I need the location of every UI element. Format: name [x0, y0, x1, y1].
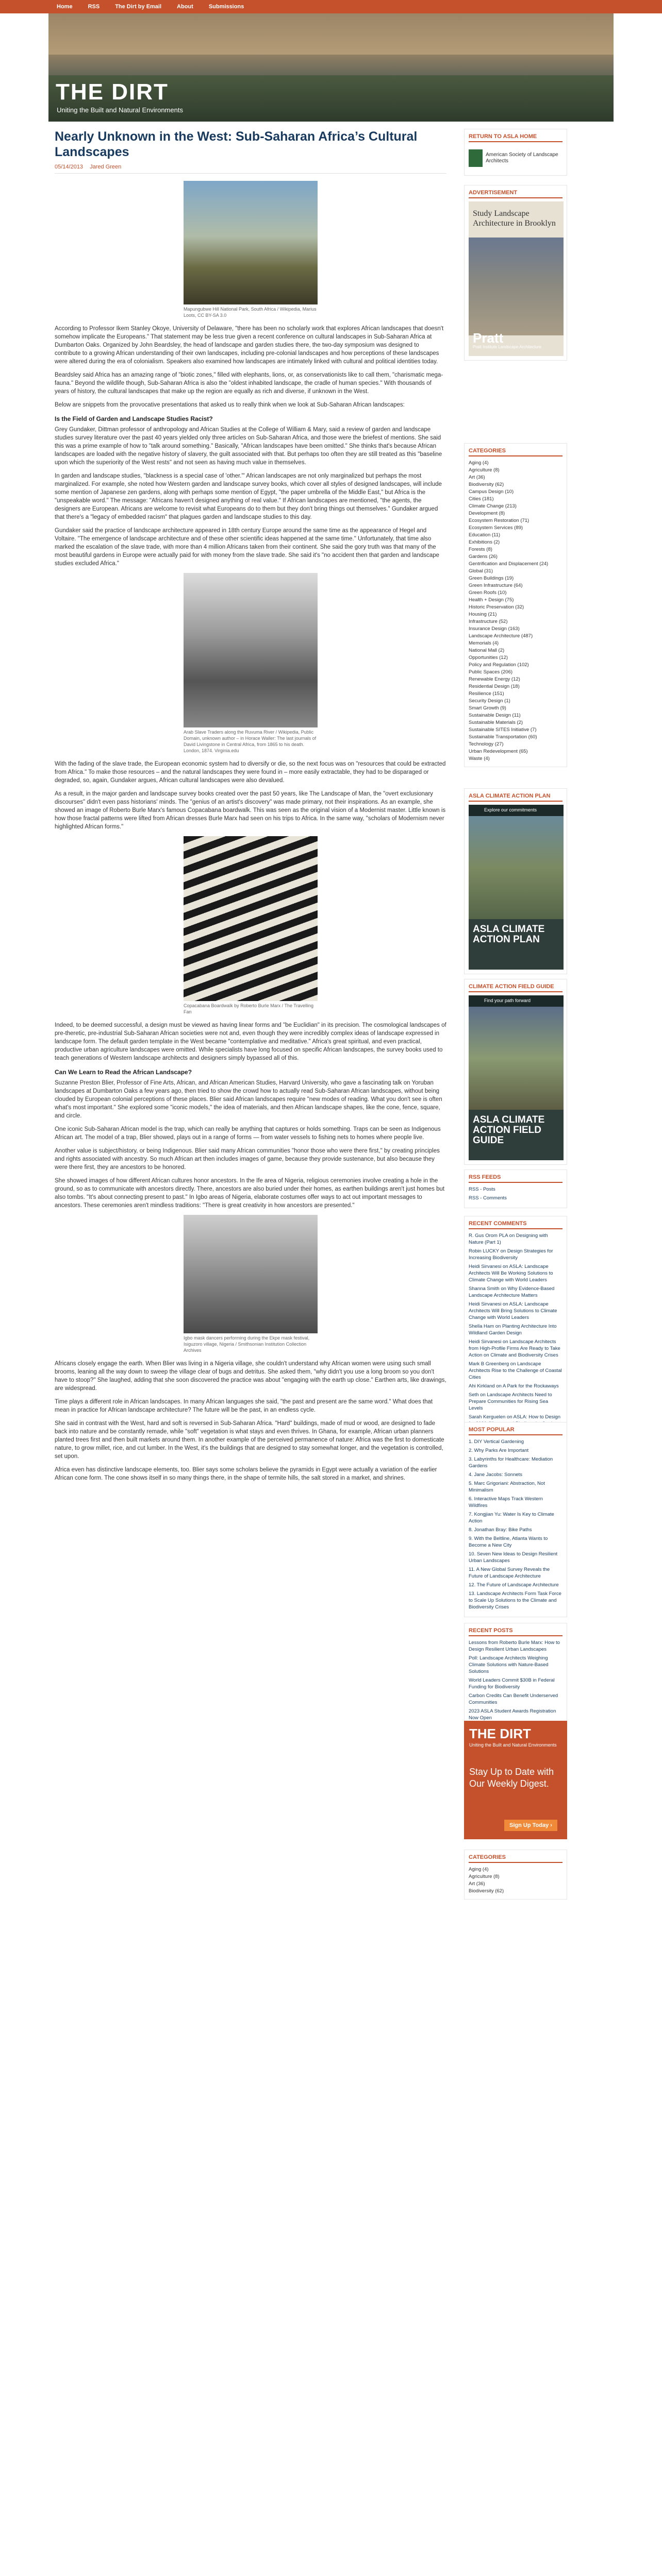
- recent-comment-link[interactable]: Seth on Landscape Architects Need to Prepare Communities for Rising Sea Levels: [469, 1392, 552, 1411]
- sidebar-categories: [464, 443, 567, 776]
- sidebar-climate-plan: [464, 788, 567, 984]
- category-link[interactable]: Green Buildings (19): [469, 575, 514, 581]
- site-header-banner[interactable]: [48, 13, 614, 122]
- recent-comments-box: [464, 1216, 567, 1434]
- paragraph: She showed images of how different African cultures honor ancestors. In the Ife area of Nigeria, religious ceremonies involve creating a hole in the ground, so as to communicate with ancestors directly. There, ancestors are also buried under their homes, as earthen buildings aren't just homes but also tombs. "It's about connecting present to past." In Igbo areas of Nigeria, elaborate costumes offer ways to act out important messages to ancestors. These ceremonies aren't mindless traditions: "There is great creativity in how ancestors are presented.": [55, 1178, 445, 1209]
- category-link[interactable]: Urban Redevelopment (65): [469, 749, 528, 754]
- rss-comments-link[interactable]: RSS - Comments: [469, 1195, 507, 1201]
- figure-image: [184, 573, 318, 727]
- rss-heading: RSS FEEDS: [469, 1174, 562, 1183]
- banner-sky: [48, 13, 614, 55]
- popular-post-link[interactable]: 12. The Future of Landscape Architecture: [469, 1582, 559, 1588]
- recent-comment-link[interactable]: Heidi Sirvanesi on ASLA: Landscape Architects Will Be Working Solutions to Climate Change with World Leaders: [469, 1264, 553, 1283]
- figure-copacabana: [184, 836, 318, 1015]
- field-guide-card[interactable]: [469, 995, 564, 1160]
- recent-posts-list: [469, 1639, 562, 1721]
- recent-comment-link[interactable]: Heidi Sirvanesi on ASLA: Landscape Architects Will Bring Solutions to Climate Change with World Leaders: [469, 1301, 557, 1320]
- paragraph: With the fading of the slave trade, the European economic system had to diversify or die, so the next focus was on "resources that could be extracted from Africa." To make those resources – and the natural landscapes they were found in – more easily extractable, they had to be disparaged or degraded, so, again, Gundaker argues, African cultural landscapes were also devalued.: [55, 761, 446, 784]
- recent-comment-link[interactable]: Mark B Greenberg on Landscape Architects Rise to the Challenge of Coastal Cities: [469, 1361, 562, 1380]
- figure-caption: Mapungubwe Hill National Park, South Africa / Wikipedia, Marius Loots, CC BY-SA 3.0: [184, 307, 317, 318]
- subscribe-promo[interactable]: [464, 1721, 567, 1839]
- asla-logo-text: American Society of Landscape Architects: [486, 152, 558, 164]
- sidebar-categories-2: [464, 1850, 567, 1909]
- figure-slave-traders: [184, 573, 318, 754]
- rss-box: [464, 1170, 567, 1208]
- asla-logo[interactable]: [469, 145, 562, 171]
- category-link[interactable]: Gardens (26): [469, 554, 498, 560]
- most-popular-heading: MOST POPULAR: [469, 1427, 562, 1435]
- climate-plan-title: ASLA CLIMATE ACTION PLAN: [473, 924, 545, 945]
- recent-post-link[interactable]: World Leaders Commit $30B in Federal Funding for Biodiversity: [469, 1677, 555, 1690]
- category-link[interactable]: National Mall (2): [469, 648, 505, 653]
- paragraph: She said in contrast with the West, hard and soft is reversed in Sub-Saharan Africa. "Hard" buildings, made of mud or wood, are designed to fade back into nature and be constantly remade, while "soft" vegetation is what stays and even thrives. In Ghana, for example, African urban planners planted trees first and then built markets around them. In another example of the perceived permanence of nature: Africa was the first to domesticate nature, to grow millet, rice, and cut lumber. In the West, it's the buildings that are designed to stay somewhat longer, and the vegetation is controlled, set upon.: [55, 1420, 444, 1460]
- recent-comments-heading: RECENT COMMENTS: [469, 1221, 562, 1229]
- paragraph: One iconic Sub-Saharan African model is the trap, which can really be anything that captures or holds something. Traps can be seen as Indigenous African art. The model of a trap, Blier showed, plays out in a range of forms — from water vessels to fishing nets to homes where people live.: [55, 1126, 441, 1141]
- pratt-ad[interactable]: [469, 201, 564, 356]
- category-link[interactable]: Aging (4): [469, 1867, 489, 1872]
- nav-item-rss[interactable]: RSS: [88, 4, 100, 10]
- category-link[interactable]: Biodiversity (62): [469, 1888, 504, 1894]
- popular-post-link[interactable]: 6. Interactive Maps Track Western Wildfires: [469, 1496, 543, 1509]
- climate-plan-heading: ASLA CLIMATE ACTION PLAN: [469, 793, 562, 802]
- category-link[interactable]: Public Spaces (206): [469, 669, 513, 675]
- recent-comment-link[interactable]: Shella Ham on Planting Architecture Into Wildland Garden Design: [469, 1324, 557, 1336]
- recent-comment-link[interactable]: Shanna Smith on Why Evidence-Based Landscape Architecture Matters: [469, 1286, 555, 1298]
- ad-brand: Pratt: [473, 330, 504, 346]
- popular-post-link[interactable]: 3. Labyrinths for Healthcare: Mediation Gardens: [469, 1456, 553, 1469]
- category-link[interactable]: Landscape Architecture (487): [469, 633, 533, 639]
- category-link[interactable]: Green Infrastructure (64): [469, 583, 523, 588]
- category-link[interactable]: Policy and Regulation (102): [469, 662, 529, 668]
- category-link[interactable]: Agriculture (8): [469, 1874, 500, 1879]
- figure-image: [184, 1215, 318, 1333]
- most-popular-box: [464, 1422, 567, 1617]
- recent-comment-link[interactable]: Sarah Kerguelen on ASLA: How to Design: [469, 1414, 560, 1420]
- subscribe-headline: Stay Up to Date with Our Weekly Digest.: [469, 1767, 554, 1789]
- category-link[interactable]: Resilience (151): [469, 691, 504, 697]
- category-link[interactable]: Sustainable Design (11): [469, 713, 521, 718]
- asla-logo-icon: [469, 149, 483, 167]
- popular-post-link[interactable]: 8. Jonathan Bray: Bike Paths: [469, 1527, 532, 1533]
- section-heading: Is the Field of Garden and Landscape Studies Racist?: [55, 415, 213, 422]
- category-link[interactable]: Development (8): [469, 511, 505, 516]
- category-link[interactable]: Art (36): [469, 1881, 485, 1887]
- field-guide-top-text: Find your path forward: [484, 998, 531, 1003]
- category-link[interactable]: Renewable Energy (12): [469, 676, 520, 682]
- sidebar-field-guide: [464, 979, 567, 1174]
- sidebar-rss: [464, 1170, 567, 1217]
- popular-post-link[interactable]: 4. Jane Jacobs: Sonnets: [469, 1472, 523, 1478]
- categories2-list: [469, 1866, 562, 1895]
- recent-post-link[interactable]: Poll: Landscape Architects Weighing Climate Solutions with Nature-Based Solutions: [469, 1655, 549, 1674]
- popular-post-link[interactable]: 5. Marc Grigoriani: Abstraction, Not Minimalism: [469, 1481, 545, 1493]
- article-meta: [55, 164, 446, 174]
- paragraph: Beardsley said Africa has an amazing range of "biotic zones," filled with elephants, lions, or, as conservationists like to call them, "charismatic mega-fauna." Beyond the wildlife though, Sub-Saharan Africa is also the "oldest inhabited landscape, the cradle of human species." With thousands of years of history, the cultural landscapes that make up the region are equally as rich and diverse, if unknown in the West.: [55, 372, 443, 395]
- figure-igbo-dancers: [184, 1215, 318, 1353]
- category-link[interactable]: Climate Change (213): [469, 503, 517, 509]
- categories-heading: CATEGORIES: [469, 448, 562, 456]
- figure-image: [184, 181, 318, 304]
- categories-box: [464, 443, 567, 767]
- section-heading: Can We Learn to Read the African Landscape?: [55, 1069, 192, 1076]
- climate-plan-top-text: Explore our commitments: [484, 807, 537, 812]
- paragraph: According to Professor Ikem Stanley Okoye, University of Delaware, "there has been no scholarly work that explores African landscapes that doesn't somehow implicate the Europeans." That statement may be less true given a recent conference on cultural landscapes in Sub-Saharan Africa at Dumbarton Oaks. Organized by John Beardsley, the head of landscape and garden studies there, the two-day symposium was designed to contribute to a growing African understanding of their own landscapes, including pre-colonial landscapes and how perceptions of these landscapes were altered during the era of colonialism. Speakers also examined how landscapes are intimately linked with cultural and political identities today.: [55, 326, 444, 365]
- category-link[interactable]: Health + Design (75): [469, 597, 514, 603]
- advertisement-heading: ADVERTISEMENT: [469, 190, 562, 198]
- category-link[interactable]: Housing (21): [469, 612, 497, 617]
- subscribe-logo-sub: Uniting the Built and Natural Environments: [469, 1742, 557, 1748]
- category-link[interactable]: Historic Preservation (32): [469, 604, 524, 610]
- sidebar-recent-comments: [464, 1216, 567, 1443]
- popular-post-link[interactable]: 2. Why Parks Are Important: [469, 1448, 529, 1453]
- climate-plan-top-bar: [469, 805, 564, 816]
- category-link[interactable]: Campus Design (10): [469, 489, 514, 495]
- recent-comments-list: [469, 1232, 562, 1427]
- climate-plan-box: [464, 788, 567, 974]
- most-popular-list: [469, 1438, 562, 1611]
- field-guide-heading: CLIMATE ACTION FIELD GUIDE: [469, 984, 562, 992]
- category-link[interactable]: Forests (8): [469, 547, 492, 552]
- field-guide-image: [469, 1007, 564, 1110]
- category-link[interactable]: Aging (4): [469, 460, 489, 466]
- figure-caption: Igbo mask dancers performing during the Ekpe mask festival, Isiguzoro village, Nigeria / Smithsonian Institution Collection Archives: [184, 1335, 310, 1353]
- paragraph: Suzanne Preston Blier, Professor of Fine Arts, African, and African American Studies, Harvard University, who gave a fascinating talk on Yoruban landscapes at Dumbarton Oaks a few years ago, then tried to show the crowd how to actually read Sub-Saharan African landscapes, without being clouded by European colonial perceptions of these places. Blier said African landscapes require "new modes of reading. What you don't see is often what's most important." She explored some "iconic models," the idea of materials, and then African landscape shapes, like the cone, fence, square, and circle.: [55, 1080, 442, 1119]
- category-link[interactable]: Memorials (4): [469, 640, 499, 646]
- category-link[interactable]: Insurance Design (163): [469, 626, 520, 632]
- return-box: [464, 129, 567, 176]
- category-link[interactable]: Infrastructure (52): [469, 619, 508, 624]
- article-author[interactable]: Jared Green: [90, 164, 122, 170]
- popular-post-link[interactable]: 9. With the Beltline, Atlanta Wants to Become a New City: [469, 1536, 548, 1548]
- popular-post-link[interactable]: 7. Kongjian Yu: Water Is Key to Climate Action: [469, 1512, 554, 1524]
- figure-caption: Arab Slave Traders along the Ruvuma River / Wikipedia, Public Domain, unknown author – in Horace Waller: The last journals of David Livingstone in Central Africa, from 1865 to his death. London, 1874. Virginia.edu: [184, 730, 317, 753]
- category-link[interactable]: Green Roofs (10): [469, 590, 507, 596]
- popular-post-link[interactable]: 10. Seven New Ideas to Design Resilient Urban Landscapes: [469, 1551, 558, 1564]
- figure-image: [184, 836, 318, 1001]
- figure-mapungubwe: [184, 181, 318, 318]
- article-title: Nearly Unknown in the West: Sub-Saharan Africa’s Cultural Landscapes: [55, 129, 418, 159]
- category-link[interactable]: Technology (27): [469, 741, 504, 747]
- paragraph: Below are snippets from the provocative presentations that asked us to really think when we look at Sub-Saharan African landscapes:: [55, 402, 405, 408]
- ad-image: [469, 238, 564, 335]
- site-subtitle: Uniting the Built and Natural Environments: [57, 106, 183, 114]
- field-guide-box: [464, 979, 567, 1165]
- paragraph: Gundaker said the practice of landscape architecture appeared in 18th century Europe around the same time as the appearance of Hegel and Voltaire. "The emergence of landscape architecture and of these other scientific ideas happened at the same time." Unfortunately, that time also marked the escalation of the slave trade, with more than 4 million Africans taken from their continent. She said the gory truth was that many of the most beautiful gardens in Europe were actually paid for with money from the slave trade. She said it's "no accident then that garden and landscape studies excluded Africa.": [55, 528, 439, 567]
- category-link[interactable]: Exhibitions (2): [469, 539, 500, 545]
- nav-item-submissions[interactable]: Submissions: [208, 4, 244, 10]
- ad-tagline: Pratt Institute Landscape Architecture: [473, 345, 541, 349]
- advertisement-box: [464, 185, 567, 361]
- category-link[interactable]: Security Design (1): [469, 698, 510, 704]
- category-link[interactable]: Agriculture (8): [469, 467, 500, 473]
- category-link[interactable]: Waste (4): [469, 756, 490, 761]
- figure-caption: Copacabana Boardwalk by Roberto Burle Marx / The Travelling Fan: [184, 1003, 313, 1014]
- recent-comment-link[interactable]: Robin LUCKY on Design Strategies for Increasing Biodiversity: [469, 1248, 553, 1261]
- field-guide-top-bar: [469, 995, 564, 1007]
- paragraph: In garden and landscape studies, "blackness is a special case of 'other.'" African landscapes are not only marginalized but perhaps the most marginalized. For example, she noted how Western garden and landscape survey books, which cover all styles of designed landscapes, will include some mention of Japanese zen gardens, along with perhaps some mention of Egypt, "the paper umbrella of the Middle East," but Africa is the "unspeakable word." The message: "Africans haven't designed anything of real value." If African landscapes are mentioned, "the agents, the designers are European. Africans are welcome to revisit what Europeans do to them but they don't bring things out themselves." Gundaker argued that there's a "legacy of embedded racism" that plagues garden and landscape studies to this day.: [55, 473, 442, 520]
- article: [55, 129, 446, 2576]
- paragraph: Time plays a different role in African landscapes. In many African languages she said, "the past and present are the same word." What does that mean in practice for African landscape architecture? The future will be the past, in an endless cycle.: [55, 1399, 433, 1413]
- sidebar-recent-posts: [464, 1623, 567, 1737]
- climate-plan-image: [469, 816, 564, 919]
- category-link[interactable]: Gentrification and Displacement (24): [469, 561, 549, 567]
- category-link[interactable]: Art (36): [469, 474, 485, 480]
- category-link[interactable]: Global (31): [469, 568, 493, 574]
- recent-comment-link[interactable]: Heidi Sirvanesi on Landscape Architects from High-Profile Firms Are Ready to Take Action on Climate and Biodiversity Crises: [469, 1339, 560, 1358]
- rss-posts-link[interactable]: RSS - Posts: [469, 1187, 495, 1192]
- categories2-heading: CATEGORIES: [469, 1854, 562, 1863]
- category-link[interactable]: Residential Design (18): [469, 684, 520, 689]
- recent-posts-heading: RECENT POSTS: [469, 1628, 562, 1636]
- paragraph: As a result, in the major garden and landscape survey books created over the past 50 years, like The Landscape of Man, the "overt exclusionary discourses" didn't even pass historians' minds. The "genius of an artist's discovery" was made primary, not their inspirations. As an example, she showed an image of Roberto Burle Marx's famous Copacabana boardwalk. This was seen as the original vision of a Modernist master. Little known is how those fractal patterns were lifted from African dresses Burle Marx had seen on his trips to Africa. In the same way, "scholars of Modernism never highlighted African forms.": [55, 791, 446, 830]
- category-link[interactable]: Ecosystem Restoration (71): [469, 518, 529, 523]
- category-link[interactable]: Sustainable SITES Initiative (7): [469, 727, 537, 733]
- nav-item-email[interactable]: The Dirt by Email: [115, 4, 162, 10]
- category-link[interactable]: Smart Growth (9): [469, 705, 506, 711]
- popular-post-link[interactable]: 13. Landscape Architects Form Task Force to Scale Up Solutions to the Climate and Biodiversity Crises: [469, 1591, 561, 1610]
- return-heading: RETURN TO ASLA HOME: [469, 133, 562, 142]
- paragraph: Another value is subject/history, or being Indigenous. Blier said many African communities "honor those who were there first," by creating principles and rights associated with ancestry. So much African art then includes images of game, because they provide sustenance, but also because they were there first, they are ancestors to be honored.: [55, 1148, 440, 1171]
- paragraph: Africa even has distinctive landscape elements, too. Blier says some scholars believe the pyramids in Egypt were actually a variation of the earlier African cone form. The cone shows itself in so many things there, in the shape of termite hills, the salt stored in a market, and shrines.: [55, 1467, 437, 1481]
- recent-post-link[interactable]: 2023 ASLA Student Awards Registration Now Open: [469, 1708, 556, 1721]
- paragraph: Grey Gundaker, Dittman professor of anthropology and African Studies at the College of William & Mary, said a review of garden and landscape studies survey literature over the past 40 years yielded only three articles on Sub-Saharan Africa, and those were the briefest of mentions. She said this was a prime example of how to "talk around something." Basically, "African landscapes have been omitted." She thinks that's because African landscapes are loaded with the negative history of slavery, the guilt associated with that. But perhaps too often they are still treated as this "baseline upon which the superiority of the West rests" and not seen as having much value in themselves.: [55, 427, 442, 466]
- signup-button[interactable]: Sign Up Today ›: [504, 1820, 557, 1831]
- category-link[interactable]: Biodiversity (62): [469, 482, 504, 487]
- recent-post-link[interactable]: Carbon Credits Can Benefit Underserved Communities: [469, 1693, 558, 1705]
- site-title[interactable]: THE DIRT: [56, 79, 169, 105]
- category-link[interactable]: Opportunities (12): [469, 655, 508, 660]
- popular-post-link[interactable]: 11. A New Global Survey Reveals the Future of Landscape Architecture: [469, 1567, 550, 1579]
- nav-item-about[interactable]: About: [177, 4, 193, 10]
- paragraph: Indeed, to be deemed successful, a design must be viewed as having linear forms and "be Euclidian" in its precision. The cosmological landscapes of pre-theretic, pre-industrial Sub-Saharan African societies were not and, even though they were incredibly complex ideas of landscape expressed in landscape form. The default garden template in the West became "contemplative and meditative." Africa's great spiritual, and even practical, productive urban agriculture landscapes were omitted. While specialists have long focused on specific African landscapes, the survey books used to teach generations of Western landscape architects and designers simply bypassed all of this.: [55, 1022, 446, 1061]
- category-link[interactable]: Sustainable Transportation (60): [469, 734, 537, 740]
- field-guide-title: ASLA CLIMATE ACTION FIELD GUIDE: [473, 1114, 545, 1146]
- category-link[interactable]: Cities (181): [469, 496, 494, 502]
- climate-plan-card[interactable]: [469, 805, 564, 970]
- paragraph: Africans closely engage the earth. When Blier was living in a Nigeria village, she couldn't understand why African women were using such small brooms, leaning all the way down to sweep the village clear of bugs and detritus. She asked them, "why didn't you use a long broom so you don't have to stoop?" She laughed, adding that she soon discovered the practice was about "engaging with the earth up close." Earthen arts, like drawings, are widespread.: [55, 1361, 446, 1392]
- ad-headline: Study Landscape Architecture in Brooklyn: [473, 209, 556, 228]
- categories-list: [469, 460, 562, 762]
- category-link[interactable]: Sustainable Materials (2): [469, 720, 523, 725]
- recent-comment-link[interactable]: Ahi Kirkland on A Park for the Rockaways: [469, 1383, 559, 1389]
- top-nav: [0, 0, 662, 13]
- sidebar-return: [464, 129, 567, 370]
- category-link[interactable]: Ecosystem Services (89): [469, 525, 523, 531]
- category-link[interactable]: Education (11): [469, 532, 501, 538]
- article-date: 05/14/2013: [55, 164, 84, 170]
- recent-post-link[interactable]: Lessons from Roberto Burle Marx: How to Design Resilient Urban Landscapes: [469, 1640, 560, 1652]
- sidebar-most-popular: [464, 1422, 567, 1626]
- popular-post-link[interactable]: 1. DIY Vertical Gardening: [469, 1439, 524, 1445]
- nav-item-home[interactable]: Home: [57, 4, 73, 10]
- recent-posts-box: [464, 1623, 567, 1728]
- categories2-box: [464, 1850, 567, 1900]
- subscribe-logo: THE DIRT: [469, 1726, 531, 1741]
- recent-comment-link[interactable]: R. Gus Orom PLA on Designing with Nature (Part 1): [469, 1233, 548, 1245]
